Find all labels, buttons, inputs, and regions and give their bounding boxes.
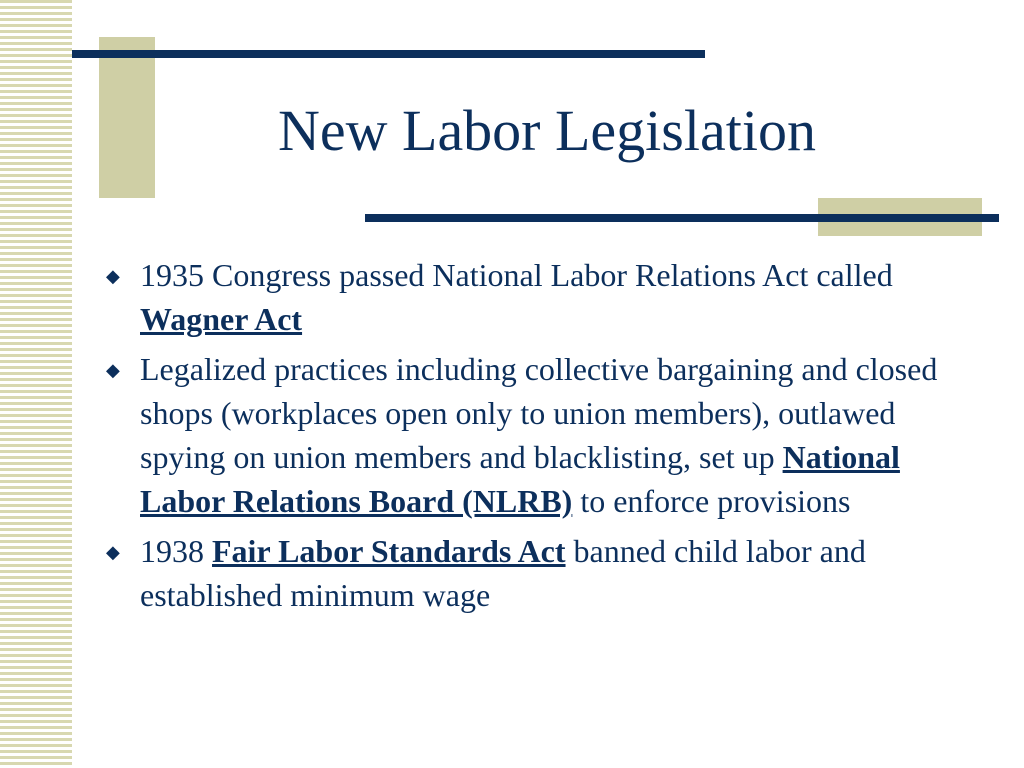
title-rule-top — [72, 50, 705, 58]
bullet-1-text: 1935 Congress passed National Labor Relations Act called — [140, 257, 893, 293]
tan-accent-block-top — [99, 37, 155, 198]
diamond-bullet-icon: ◆ — [106, 542, 120, 562]
diamond-bullet-icon: ◆ — [106, 266, 120, 286]
left-stripe-decoration — [0, 0, 72, 768]
bullet-3-text: 1938 — [140, 533, 212, 569]
bullet-3-emphasis: Fair Labor Standards Act — [212, 533, 566, 569]
bullet-3-tail: banned child labor and established minimum wage — [140, 533, 866, 613]
diamond-bullet-icon: ◆ — [106, 360, 120, 380]
bullet-1-emphasis: Wagner Act — [140, 301, 303, 337]
bullet-2-tail: to enforce provisions — [572, 483, 851, 519]
bullet-item-2 — [104, 347, 974, 523]
bullet-item-3 — [104, 529, 974, 617]
bullet-item-1 — [104, 253, 974, 341]
bullet-2-emphasis: National Labor Relations Board (NLRB) — [140, 439, 900, 519]
slide-title: New Labor Legislation — [278, 98, 816, 163]
title-rule-bottom — [365, 214, 999, 222]
bullet-list — [104, 253, 974, 623]
bullet-2-text: Legalized practices including collective bargaining and closed shops (workplaces open only to union members), outlawed spying on union members and blacklisting, set up — [140, 351, 938, 475]
